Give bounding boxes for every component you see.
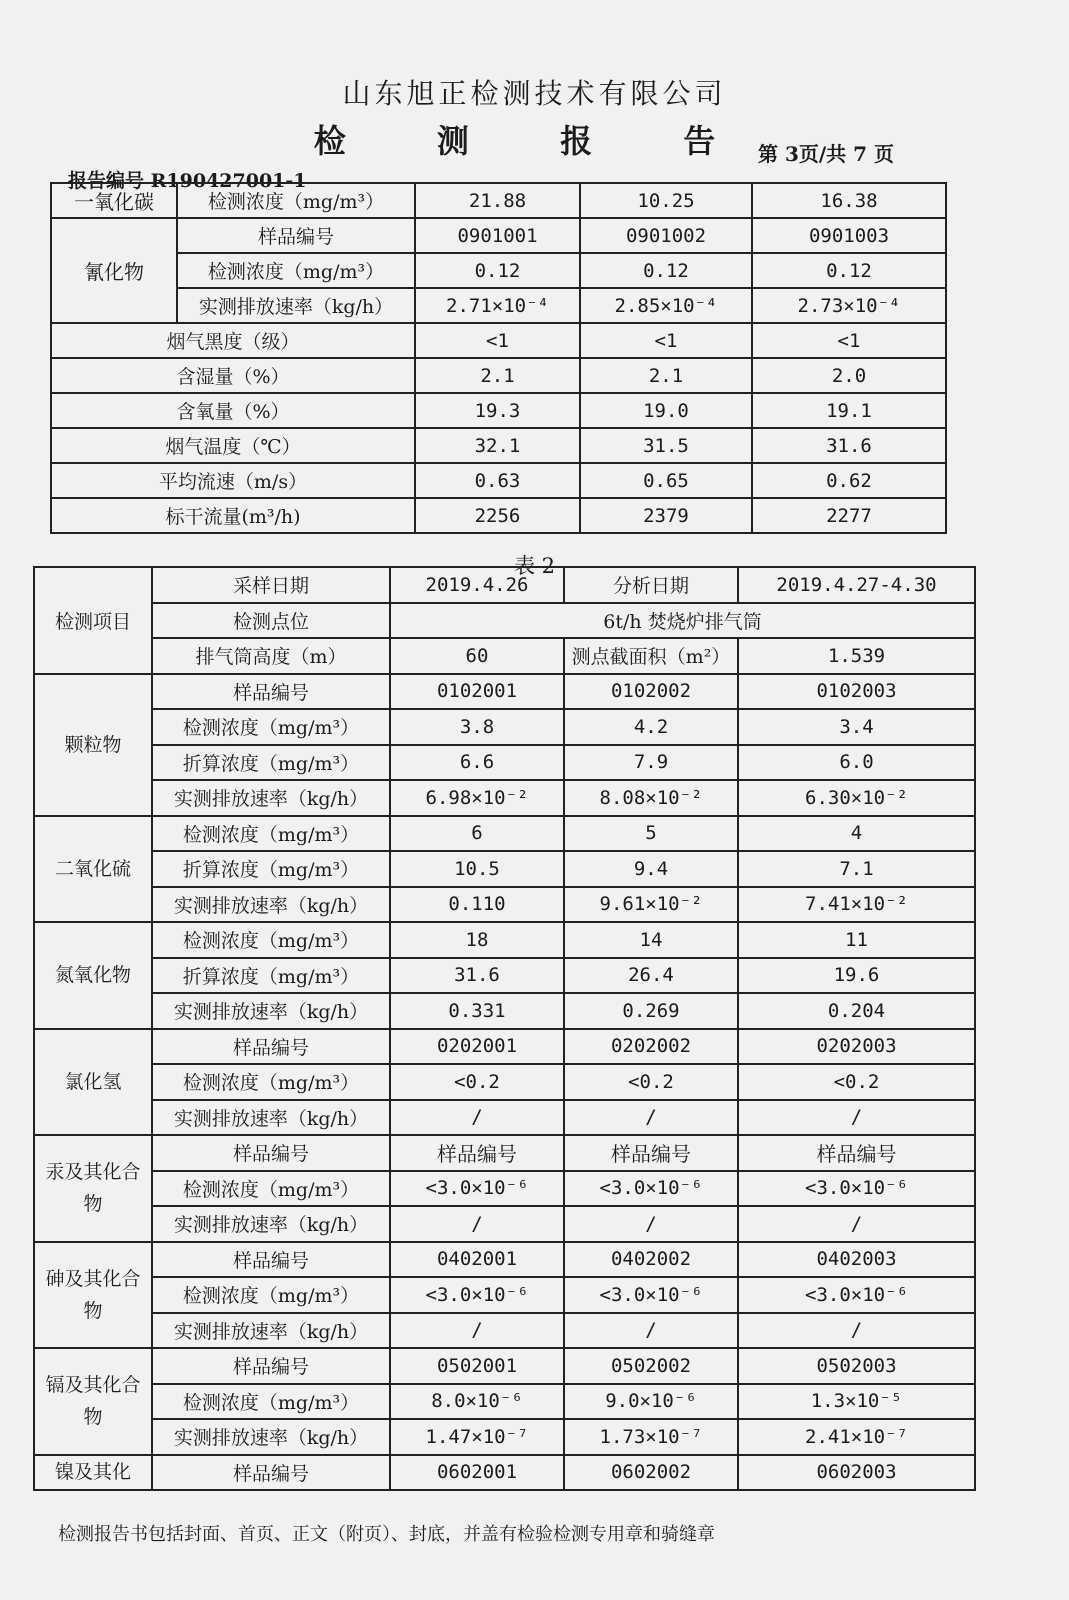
value-cell: <1 xyxy=(415,323,580,358)
value-cell: 0402003 xyxy=(738,1242,975,1278)
value-cell: 0202002 xyxy=(564,1029,738,1065)
table-row xyxy=(51,253,946,288)
table-row xyxy=(34,1064,975,1100)
table-row xyxy=(34,1206,975,1242)
row-label: 检测浓度（mg/m³） xyxy=(152,816,390,852)
value-cell: 5 xyxy=(564,816,738,852)
table-row xyxy=(34,1242,975,1278)
row-label: 实测排放速率（kg/h） xyxy=(152,780,390,816)
row-label: 实测排放速率（kg/h） xyxy=(152,1313,390,1349)
table-row xyxy=(51,288,946,323)
value-cell: 31.5 xyxy=(580,428,752,463)
value-cell: 14 xyxy=(564,922,738,958)
group-cell: 颗粒物 xyxy=(34,674,152,816)
value-cell: 0602001 xyxy=(390,1455,564,1491)
value-cell: 8.0×10⁻⁶ xyxy=(390,1384,564,1420)
row-label: 折算浓度（mg/m³） xyxy=(152,745,390,781)
value-cell: 0202003 xyxy=(738,1029,975,1065)
row-label: 检测浓度（mg/m³） xyxy=(152,1064,390,1100)
value-cell: 0901002 xyxy=(580,218,752,253)
value-cell: <1 xyxy=(752,323,946,358)
value-cell: 19.1 xyxy=(752,393,946,428)
table-row xyxy=(51,428,946,463)
row-label: 标干流量(m³/h) xyxy=(51,498,415,533)
row-label: 折算浓度（mg/m³） xyxy=(152,851,390,887)
value-cell: 0102001 xyxy=(390,674,564,710)
value-cell: / xyxy=(738,1206,975,1242)
value-cell: 18 xyxy=(390,922,564,958)
value-cell: 7.1 xyxy=(738,851,975,887)
value-cell: <3.0×10⁻⁶ xyxy=(738,1277,975,1313)
row-label: 检测浓度（mg/m³） xyxy=(177,183,415,218)
value-cell: 9.4 xyxy=(564,851,738,887)
value-cell: 16.38 xyxy=(752,183,946,218)
value-cell: 0502001 xyxy=(390,1348,564,1384)
row-label: 含湿量（%） xyxy=(51,358,415,393)
row-label: 样品编号 xyxy=(177,218,415,253)
table-row xyxy=(34,851,975,887)
value-cell: 0.12 xyxy=(580,253,752,288)
row-label: 样品编号 xyxy=(152,1135,390,1171)
table-row xyxy=(34,1171,975,1207)
value-cell: / xyxy=(564,1313,738,1349)
group-cell: 汞及其化合物 xyxy=(34,1135,152,1242)
sampling-date: 2019.4.26 xyxy=(390,567,564,603)
table-row xyxy=(51,218,946,253)
value-cell: 0502003 xyxy=(738,1348,975,1384)
group-cell: 镍及其化 xyxy=(34,1455,152,1491)
group-cell: 氮氧化物 xyxy=(34,922,152,1029)
value-cell: 0.62 xyxy=(752,463,946,498)
value-cell: 19.3 xyxy=(415,393,580,428)
value-cell: 0.63 xyxy=(415,463,580,498)
value-cell: 26.4 xyxy=(564,958,738,994)
row-label: 样品编号 xyxy=(152,674,390,710)
table-row xyxy=(34,1029,975,1065)
value-cell: 0.110 xyxy=(390,887,564,923)
value-cell: 3.8 xyxy=(390,709,564,745)
value-cell: 10.25 xyxy=(580,183,752,218)
row-label: 检测浓度（mg/m³） xyxy=(152,1171,390,1207)
page-number: 第 3页/共 7 页 xyxy=(758,142,895,166)
value-cell: 4 xyxy=(738,816,975,852)
row-label: 样品编号 xyxy=(152,1029,390,1065)
table-row xyxy=(51,393,946,428)
analysis-date: 2019.4.27-4.30 xyxy=(738,567,975,603)
table-row xyxy=(34,567,975,603)
table-row xyxy=(34,958,975,994)
value-cell: 样品编号 xyxy=(564,1135,738,1171)
value-cell: / xyxy=(390,1206,564,1242)
value-cell: <3.0×10⁻⁶ xyxy=(564,1277,738,1313)
row-label: 实测排放速率（kg/h） xyxy=(152,1419,390,1455)
table-row xyxy=(34,1419,975,1455)
table-row xyxy=(34,1313,975,1349)
table-row xyxy=(34,816,975,852)
value-cell: 19.6 xyxy=(738,958,975,994)
row-label: 检测浓度（mg/m³） xyxy=(177,253,415,288)
value-cell: / xyxy=(390,1100,564,1136)
value-cell: 2379 xyxy=(580,498,752,533)
value-cell: 样品编号 xyxy=(738,1135,975,1171)
table-row xyxy=(34,638,975,674)
value-cell: 21.88 xyxy=(415,183,580,218)
footer-note: 检测报告书包括封面、首页、正文（附页）、封底，并盖有检验检测专用章和骑缝章 xyxy=(58,1524,715,1545)
value-cell: 6.0 xyxy=(738,745,975,781)
value-cell: 10.5 xyxy=(390,851,564,887)
value-cell: 0.12 xyxy=(415,253,580,288)
row-label: 检测浓度（mg/m³） xyxy=(152,1384,390,1420)
row-label: 分析日期 xyxy=(564,567,738,603)
value-cell: 6 xyxy=(390,816,564,852)
value-cell: 0202001 xyxy=(390,1029,564,1065)
value-cell: <3.0×10⁻⁶ xyxy=(390,1171,564,1207)
row-label: 测点截面积（m²） xyxy=(564,638,738,674)
row-label: 样品编号 xyxy=(152,1242,390,1278)
value-cell: 0901001 xyxy=(415,218,580,253)
value-cell: 4.2 xyxy=(564,709,738,745)
table-row xyxy=(51,323,946,358)
value-cell: 0502002 xyxy=(564,1348,738,1384)
value-cell: <3.0×10⁻⁶ xyxy=(738,1171,975,1207)
value-cell: 0.331 xyxy=(390,993,564,1029)
value-cell: 0602002 xyxy=(564,1455,738,1491)
report-number: 报告编号 R190427001-1 xyxy=(68,170,307,192)
row-label: 烟气温度（℃） xyxy=(51,428,415,463)
value-cell: 32.1 xyxy=(415,428,580,463)
row-label: 检测浓度（mg/m³） xyxy=(152,922,390,958)
value-cell: / xyxy=(564,1100,738,1136)
row-label: 实测排放速率（kg/h） xyxy=(177,288,415,323)
value-cell: 6.30×10⁻² xyxy=(738,780,975,816)
row-label: 实测排放速率（kg/h） xyxy=(152,1100,390,1136)
sampling-point: 6t/h 焚烧炉排气筒 xyxy=(390,603,975,639)
group-cell: 二氧化硫 xyxy=(34,816,152,923)
value-cell: 3.4 xyxy=(738,709,975,745)
value-cell: 2.1 xyxy=(580,358,752,393)
table-row xyxy=(34,674,975,710)
table-row xyxy=(34,993,975,1029)
value-cell: 2277 xyxy=(752,498,946,533)
value-cell: 7.9 xyxy=(564,745,738,781)
table-2-label: 表 2 xyxy=(513,554,556,578)
value-cell: 0.65 xyxy=(580,463,752,498)
value-cell: / xyxy=(738,1313,975,1349)
value-cell: 0901003 xyxy=(752,218,946,253)
value-cell: 19.0 xyxy=(580,393,752,428)
row-label: 样品编号 xyxy=(152,1348,390,1384)
row-label: 平均流速（m/s） xyxy=(51,463,415,498)
group-cell: 氯化氢 xyxy=(34,1029,152,1136)
table-1 xyxy=(50,182,947,534)
table-row xyxy=(34,1348,975,1384)
value-cell: 2256 xyxy=(415,498,580,533)
group-cell: 检测项目 xyxy=(34,567,152,674)
value-cell: 0.269 xyxy=(564,993,738,1029)
row-label: 样品编号 xyxy=(152,1455,390,1491)
value-cell: 31.6 xyxy=(752,428,946,463)
section-area: 1.539 xyxy=(738,638,975,674)
value-cell: / xyxy=(564,1206,738,1242)
table-row xyxy=(51,463,946,498)
value-cell: 2.73×10⁻⁴ xyxy=(752,288,946,323)
value-cell: 0102002 xyxy=(564,674,738,710)
value-cell: / xyxy=(390,1313,564,1349)
row-label: 实测排放速率（kg/h） xyxy=(152,887,390,923)
value-cell: 8.08×10⁻² xyxy=(564,780,738,816)
table-row xyxy=(34,887,975,923)
row-label: 折算浓度（mg/m³） xyxy=(152,958,390,994)
value-cell: <0.2 xyxy=(390,1064,564,1100)
row-label: 实测排放速率（kg/h） xyxy=(152,993,390,1029)
row-label: 烟气黑度（级） xyxy=(51,323,415,358)
table-row xyxy=(34,709,975,745)
value-cell: <3.0×10⁻⁶ xyxy=(564,1171,738,1207)
value-cell: 11 xyxy=(738,922,975,958)
table-row xyxy=(34,745,975,781)
value-cell: 2.0 xyxy=(752,358,946,393)
value-cell: 0.204 xyxy=(738,993,975,1029)
table-row xyxy=(34,1277,975,1313)
value-cell: 0402002 xyxy=(564,1242,738,1278)
table-row xyxy=(34,780,975,816)
table-row xyxy=(34,1384,975,1420)
group-cell: 氰化物 xyxy=(51,218,177,323)
group-cell: 砷及其化合物 xyxy=(34,1242,152,1349)
table-row xyxy=(51,498,946,533)
value-cell: 0602003 xyxy=(738,1455,975,1491)
row-label: 采样日期 xyxy=(152,567,390,603)
table-2 xyxy=(33,566,976,1491)
value-cell: 0.12 xyxy=(752,253,946,288)
value-cell: 6.98×10⁻² xyxy=(390,780,564,816)
table-row xyxy=(51,358,946,393)
value-cell: 2.1 xyxy=(415,358,580,393)
value-cell: 1.3×10⁻⁵ xyxy=(738,1384,975,1420)
row-label: 检测浓度（mg/m³） xyxy=(152,709,390,745)
value-cell: 0102003 xyxy=(738,674,975,710)
table-row xyxy=(34,1135,975,1171)
red-stamp-fragment xyxy=(1046,530,1066,730)
value-cell: 31.6 xyxy=(390,958,564,994)
company-name: 山东旭正检测技术有限公司 xyxy=(342,77,727,110)
stack-height: 60 xyxy=(390,638,564,674)
value-cell: 9.61×10⁻² xyxy=(564,887,738,923)
table-row xyxy=(34,603,975,639)
value-cell: 2.71×10⁻⁴ xyxy=(415,288,580,323)
table-row xyxy=(34,1100,975,1136)
value-cell: 2.85×10⁻⁴ xyxy=(580,288,752,323)
row-label: 排气筒高度（m） xyxy=(152,638,390,674)
value-cell: 6.6 xyxy=(390,745,564,781)
value-cell: <3.0×10⁻⁶ xyxy=(390,1277,564,1313)
row-label: 检测点位 xyxy=(152,603,390,639)
group-cell: 一氧化碳 xyxy=(51,183,177,218)
value-cell: 0402001 xyxy=(390,1242,564,1278)
row-label: 含氧量（%） xyxy=(51,393,415,428)
value-cell: 2.41×10⁻⁷ xyxy=(738,1419,975,1455)
value-cell: <1 xyxy=(580,323,752,358)
value-cell: / xyxy=(738,1100,975,1136)
report-title: 检 测 报 告 xyxy=(313,122,756,160)
table-row xyxy=(34,1455,975,1491)
value-cell: 9.0×10⁻⁶ xyxy=(564,1384,738,1420)
group-cell: 镉及其化合物 xyxy=(34,1348,152,1455)
row-label: 实测排放速率（kg/h） xyxy=(152,1206,390,1242)
table-row xyxy=(34,922,975,958)
value-cell: 1.47×10⁻⁷ xyxy=(390,1419,564,1455)
value-cell: <0.2 xyxy=(564,1064,738,1100)
table-row xyxy=(51,183,946,218)
value-cell: 7.41×10⁻² xyxy=(738,887,975,923)
value-cell: <0.2 xyxy=(738,1064,975,1100)
row-label: 检测浓度（mg/m³） xyxy=(152,1277,390,1313)
value-cell: 样品编号 xyxy=(390,1135,564,1171)
value-cell: 1.73×10⁻⁷ xyxy=(564,1419,738,1455)
